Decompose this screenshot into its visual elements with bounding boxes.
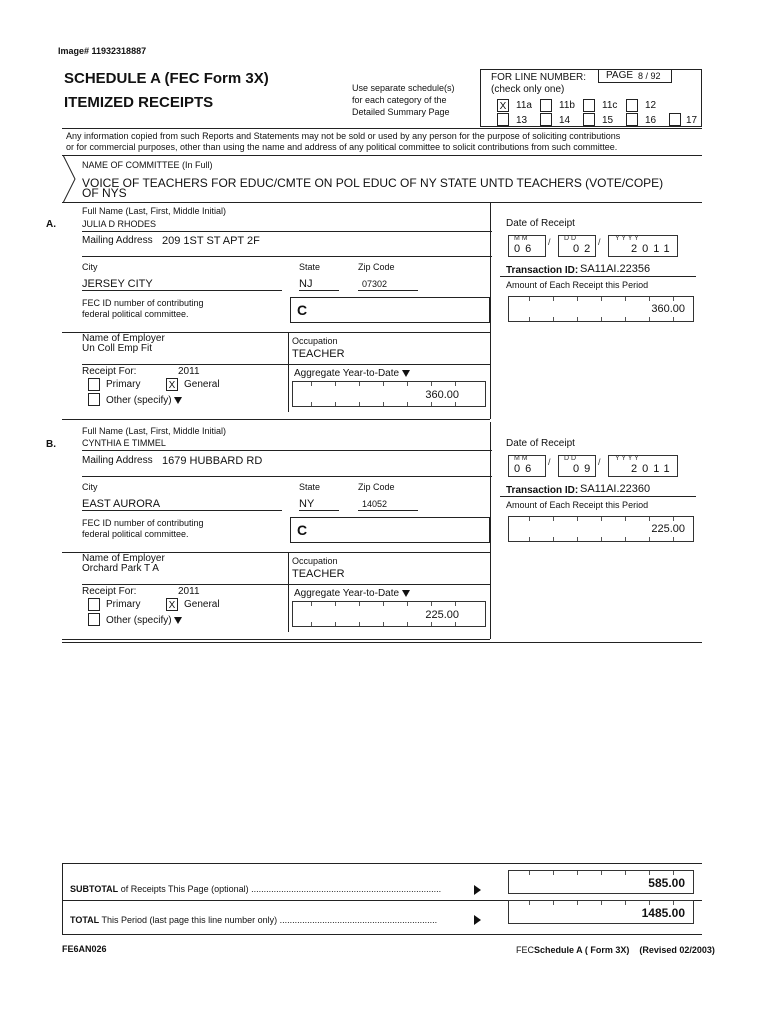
amount-label: Amount of Each Receipt this Period xyxy=(506,500,649,510)
zip-label: Zip Code xyxy=(358,262,395,272)
amount-field[interactable] xyxy=(508,516,694,542)
fec-id-field[interactable]: C xyxy=(290,297,490,323)
employer-value: Orchard Park T A xyxy=(82,563,159,574)
primary-label: Primary xyxy=(106,379,141,390)
line-13-label: 13 xyxy=(516,115,528,126)
fec-id-label: FEC ID number of contributing federal political committee. xyxy=(82,518,204,539)
line-16-label: 16 xyxy=(645,115,657,126)
state-value: NJ xyxy=(299,278,313,290)
receipt-day-field[interactable]: D D 02 xyxy=(558,235,596,257)
total-field[interactable] xyxy=(508,900,694,924)
general-label: General xyxy=(184,599,220,610)
line-17-checkbox[interactable] xyxy=(669,113,681,126)
schedule-subtitle: ITEMIZED RECEIPTS xyxy=(64,94,214,111)
transaction-id-label: Transaction ID: xyxy=(506,265,579,276)
state-value: NY xyxy=(299,498,315,510)
primary-checkbox[interactable] xyxy=(88,378,100,391)
amount-label: Amount of Each Receipt this Period xyxy=(506,280,649,290)
committee-chevron xyxy=(62,155,78,203)
total-arrow-icon xyxy=(474,915,481,925)
occupation-label: Occupation xyxy=(292,556,338,566)
receipt-year-field[interactable]: Y Y Y Y 2011 xyxy=(608,235,678,257)
receipt-day-field[interactable]: D D 09 xyxy=(558,455,596,477)
committee-label: NAME OF COMMITTEE (In Full) xyxy=(82,160,213,170)
full-name-label: Full Name (Last, First, Middle Initial) xyxy=(82,426,227,436)
line-17-label: 17 xyxy=(686,115,698,126)
line-12-checkbox[interactable] xyxy=(626,99,638,112)
receipt-year: 2011 xyxy=(178,366,200,377)
line-15-checkbox[interactable] xyxy=(583,113,595,126)
aggregate-label: Aggregate Year-to-Date xyxy=(294,368,410,379)
primary-label: Primary xyxy=(106,599,141,610)
down-triangle-icon xyxy=(174,397,182,404)
receipt-month-field[interactable]: M M 06 xyxy=(508,455,546,477)
city-value: JERSEY CITY xyxy=(82,278,153,290)
schedule-title: SCHEDULE A (FEC Form 3X) xyxy=(64,70,269,87)
occupation-value: TEACHER xyxy=(292,348,345,360)
date-of-receipt-label: Date of Receipt xyxy=(506,218,575,229)
other-label: Other (specify) xyxy=(106,615,182,626)
down-triangle-icon xyxy=(402,370,410,377)
receipt-for-label: Receipt For: xyxy=(82,366,137,377)
entry-letter: B. xyxy=(46,439,56,450)
city-label: City xyxy=(82,482,98,492)
entry-letter: A. xyxy=(46,219,56,230)
aggregate-label: Aggregate Year-to-Date xyxy=(294,588,410,599)
general-checkbox[interactable]: X xyxy=(166,378,178,391)
contributor-name: JULIA D RHODES xyxy=(82,219,157,229)
separate-schedule-note: Use separate schedule(s) for each category of the Detailed Summary Page xyxy=(352,83,455,117)
zip-label: Zip Code xyxy=(358,482,395,492)
mailing-address-label: Mailing Address xyxy=(82,235,153,246)
receipt-for-label: Receipt For: xyxy=(82,586,137,597)
aggregate-field[interactable] xyxy=(292,381,486,407)
general-checkbox[interactable]: X xyxy=(166,598,178,611)
other-checkbox[interactable] xyxy=(88,613,100,626)
employer-label: Name of Employer xyxy=(82,333,165,344)
line-11c-checkbox[interactable] xyxy=(583,99,595,112)
other-checkbox[interactable] xyxy=(88,393,100,406)
fec-id-label: FEC ID number of contributing federal political committee. xyxy=(82,298,204,319)
city-label: City xyxy=(82,262,98,272)
receipt-year-field[interactable]: Y Y Y Y 2011 xyxy=(608,455,678,477)
aggregate-value: 225.00 xyxy=(425,609,459,621)
full-name-label: Full Name (Last, First, Middle Initial) xyxy=(82,206,227,216)
image-id: Image# 11932318887 xyxy=(58,46,147,56)
form-code: FE6AN026 xyxy=(62,944,107,954)
line-11b-checkbox[interactable] xyxy=(540,99,552,112)
form-footer: FECSchedule A ( Form 3X) (Revised 02/2003) xyxy=(516,945,715,955)
line-14-checkbox[interactable] xyxy=(540,113,552,126)
other-label: Other (specify) xyxy=(106,395,182,406)
page-label: PAGE xyxy=(606,70,634,81)
zip-value: 14052 xyxy=(362,499,388,509)
page-value: 8 / 92 xyxy=(638,71,661,81)
transaction-id-value: SA11AI.22356 xyxy=(580,263,651,275)
transaction-id-value: SA11AI.22360 xyxy=(580,483,651,495)
aggregate-field[interactable] xyxy=(292,601,486,627)
mailing-address-label: Mailing Address xyxy=(82,455,153,466)
subtotal-label: SUBTOTAL of Receipts This Page (optional) ............................................................................ xyxy=(70,884,442,894)
line-11a-checkbox[interactable]: X xyxy=(497,99,509,112)
receipt-month-field[interactable]: M M 06 xyxy=(508,235,546,257)
employer-value: Un Coll Emp Fit xyxy=(82,343,153,354)
mailing-address: 209 1ST ST APT 2F xyxy=(162,235,260,247)
city-value: EAST AURORA xyxy=(82,498,161,510)
amount-value: 360.00 xyxy=(651,303,685,315)
line-12-label: 12 xyxy=(645,100,657,111)
primary-checkbox[interactable] xyxy=(88,598,100,611)
committee-name-line1: VOICE OF TEACHERS FOR EDUC/CMTE ON POL EDUC OF NY STATE UNTD TEACHERS (VOTE/COPE) xyxy=(82,176,664,190)
line-11b-label: 11b xyxy=(559,100,575,111)
contributor-name: CYNTHIA E TIMMEL xyxy=(82,438,166,448)
employer-label: Name of Employer xyxy=(82,553,165,564)
occupation-label: Occupation xyxy=(292,336,338,346)
state-label: State xyxy=(299,262,321,272)
check-only-one: (check only one) xyxy=(491,84,565,95)
line-14-label: 14 xyxy=(559,115,571,126)
aggregate-value: 360.00 xyxy=(425,389,459,401)
down-triangle-icon xyxy=(402,590,410,597)
state-label: State xyxy=(299,482,321,492)
committee-name-line2: OF NYS xyxy=(82,186,127,200)
receipt-year: 2011 xyxy=(178,586,200,597)
line-16-checkbox[interactable] xyxy=(626,113,638,126)
general-label: General xyxy=(184,379,220,390)
date-of-receipt-label: Date of Receipt xyxy=(506,438,575,449)
total-label: TOTAL This Period (last page this line number only) ............................................................... xyxy=(70,915,438,925)
transaction-id-label: Transaction ID: xyxy=(506,485,579,496)
usage-notice: Any information copied from such Reports and Statements may not be sold or used by any person for the purpose of soliciting contributions or for commercial purposes, other than using the name and address of any political committee to solicit contributions from such committee. xyxy=(66,131,621,152)
line-11c-label: 11c xyxy=(602,100,618,111)
down-triangle-icon xyxy=(174,617,182,624)
line-11a-label: 11a xyxy=(516,100,532,111)
amount-field[interactable] xyxy=(508,296,694,322)
line-13-checkbox[interactable] xyxy=(497,113,509,126)
subtotal-value: 585.00 xyxy=(648,876,685,890)
subtotal-field[interactable] xyxy=(508,870,694,894)
total-value: 1485.00 xyxy=(641,906,685,920)
subtotal-arrow-icon xyxy=(474,885,481,895)
zip-value: 07302 xyxy=(362,279,388,289)
line-15-label: 15 xyxy=(602,115,614,126)
fec-id-field[interactable]: C xyxy=(290,517,490,543)
occupation-value: TEACHER xyxy=(292,568,345,580)
line-number-label: FOR LINE NUMBER: xyxy=(491,72,587,83)
mailing-address: 1679 HUBBARD RD xyxy=(162,455,263,467)
amount-value: 225.00 xyxy=(651,523,685,535)
